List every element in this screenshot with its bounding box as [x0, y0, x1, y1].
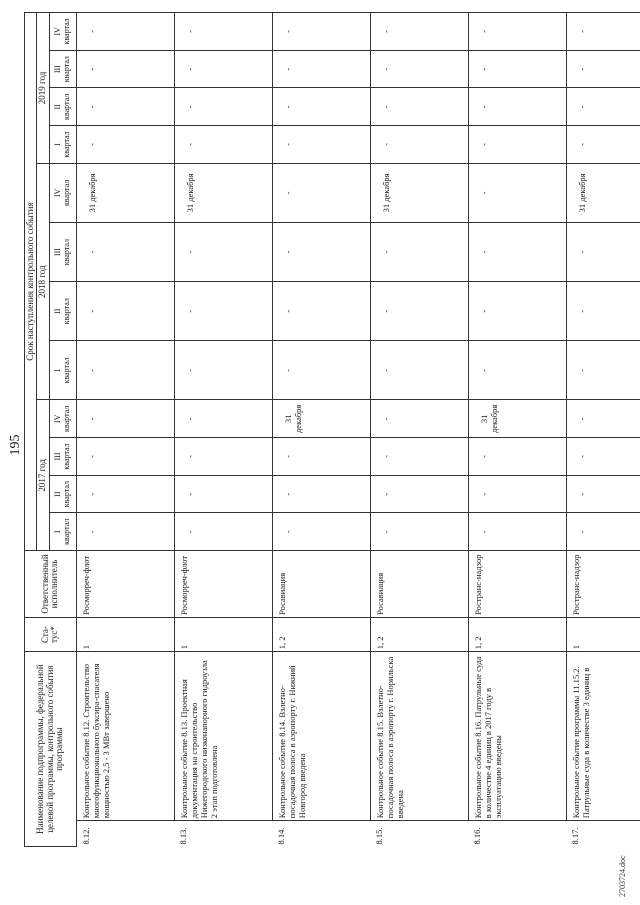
responsible-executor: Росморреч-флот: [76, 551, 174, 618]
quarter-roman: IV: [53, 188, 63, 198]
row-number: 8.14.: [272, 821, 370, 847]
quarter-deadline-cell: -: [174, 222, 272, 281]
quarter-deadline-cell: -: [468, 88, 566, 126]
responsible-executor: Ространс-надзор: [468, 551, 566, 618]
quarter-roman: I: [53, 369, 63, 372]
quarter-deadline-cell: -: [370, 341, 468, 400]
table-row: [272, 13, 370, 847]
quarter-deadline-cell: -: [174, 513, 272, 551]
quarter-deadline-cell: -: [468, 513, 566, 551]
header-row-1: [25, 13, 37, 847]
table-row: [468, 13, 566, 847]
quarter-deadline-cell: -: [566, 282, 640, 341]
quarter-deadline-cell: -: [76, 475, 174, 513]
header-quarter-11: [49, 50, 76, 88]
quarter-deadline-cell: -: [174, 13, 272, 51]
quarter-deadline-cell: -: [468, 341, 566, 400]
quarter-deadline-cell: 31 декабря: [370, 163, 468, 222]
quarter-deadline-cell: -: [468, 438, 566, 476]
quarter-deadline-cell: -: [370, 475, 468, 513]
event-name: Контрольное событие 8.15. Взлетно-посадочная полоса в аэропорту г. Норильска введена: [370, 652, 468, 821]
quarter-word: квартал: [61, 93, 71, 120]
quarter-word: квартал: [61, 131, 71, 158]
responsible-executor: Ространс-надзор: [566, 551, 640, 618]
quarter-deadline-cell: -: [566, 475, 640, 513]
quarter-roman: II: [53, 491, 63, 497]
quarter-deadline-cell: -: [272, 513, 370, 551]
event-name: Контрольное событие 8.12. Строительство многофункционального буксира-спасателя мощностью 2,5 - 3 МВт завершено: [76, 652, 174, 821]
quarter-deadline-cell: -: [76, 88, 174, 126]
quarter-deadline-cell: -: [174, 282, 272, 341]
event-name: Контрольное событие 8.16. Патрульные суда в количестве 4 единиц в 2017 году в эксплуатацию введены: [468, 652, 566, 821]
quarter-deadline-cell: -: [174, 126, 272, 164]
quarter-deadline-cell: 31 декабря: [468, 400, 566, 438]
header-quarter-12: [49, 13, 76, 51]
quarter-deadline-cell: -: [272, 13, 370, 51]
quarter-deadline-cell: -: [76, 341, 174, 400]
table-row: [174, 13, 272, 847]
table-row: [76, 13, 174, 847]
quarter-deadline-cell: -: [370, 222, 468, 281]
quarter-deadline-cell: -: [174, 88, 272, 126]
quarter-deadline-cell: -: [566, 13, 640, 51]
quarter-deadline-cell: -: [370, 126, 468, 164]
quarter-deadline-cell: -: [370, 400, 468, 438]
quarter-deadline-cell: -: [468, 475, 566, 513]
quarter-word: квартал: [61, 518, 71, 545]
quarter-deadline-cell: 31 декабря: [272, 400, 370, 438]
header-deadline: Срок наступления контрольного события: [25, 13, 37, 551]
table-body: [76, 13, 640, 847]
header-year-2017: 2017 год: [37, 400, 49, 551]
quarter-deadline-cell: -: [566, 88, 640, 126]
quarter-deadline-cell: -: [468, 222, 566, 281]
quarter-deadline-cell: -: [468, 282, 566, 341]
quarter-deadline-cell: -: [272, 163, 370, 222]
quarter-roman: IV: [53, 27, 63, 36]
quarter-deadline-cell: -: [272, 222, 370, 281]
quarter-deadline-cell: -: [272, 475, 370, 513]
quarter-deadline-cell: -: [76, 438, 174, 476]
quarter-deadline-cell: -: [468, 50, 566, 88]
quarter-deadline-cell: -: [370, 50, 468, 88]
quarter-deadline-cell: -: [370, 13, 468, 51]
header-quarter-6: [49, 282, 76, 341]
quarter-deadline-cell: -: [76, 50, 174, 88]
quarter-roman: III: [53, 248, 63, 257]
quarter-deadline-cell: -: [370, 513, 468, 551]
quarter-deadline-cell: -: [370, 88, 468, 126]
header-quarter-1: [49, 513, 76, 551]
header-quarter-5: [49, 341, 76, 400]
header-quarter-3: [49, 438, 76, 476]
quarter-deadline-cell: 31 декабря: [76, 163, 174, 222]
event-status: 1, 2: [272, 617, 370, 651]
quarter-deadline-cell: -: [566, 400, 640, 438]
row-number: 8.13.: [174, 821, 272, 847]
responsible-executor: Росавиация: [370, 551, 468, 618]
page-number: 195: [8, 434, 23, 456]
quarter-word: квартал: [61, 481, 71, 508]
quarter-deadline-cell: -: [468, 126, 566, 164]
quarter-word: квартал: [61, 179, 71, 207]
event-name: Контрольное событие 8.14. Взлетно-посадочная полоса в аэропорту г. Нижний Новгород введена: [272, 652, 370, 821]
quarter-roman: I: [53, 530, 63, 534]
quarter-roman: II: [53, 104, 63, 110]
quarter-deadline-cell: -: [76, 282, 174, 341]
quarter-roman: III: [53, 452, 63, 461]
header-name: Наименование подпрограммы, федеральной целевой программы, контрольного события программы: [25, 652, 77, 847]
quarter-word: квартал: [61, 238, 71, 266]
header-quarter-9: [49, 126, 76, 164]
quarter-deadline-cell: -: [174, 341, 272, 400]
quarter-deadline-cell: -: [76, 126, 174, 164]
event-status: 1, 2: [468, 617, 566, 651]
quarter-deadline-cell: -: [76, 513, 174, 551]
header-quarter-8: [49, 163, 76, 222]
quarter-deadline-cell: -: [272, 438, 370, 476]
quarter-deadline-cell: -: [174, 50, 272, 88]
quarter-deadline-cell: -: [370, 282, 468, 341]
event-name: Контрольное событие программы 11.15.2. Патрульные суда в количестве 3 единиц в: [566, 652, 640, 821]
quarter-deadline-cell: -: [174, 400, 272, 438]
event-status: 1: [76, 617, 174, 651]
quarter-word: квартал: [61, 56, 71, 83]
quarter-roman: II: [53, 308, 63, 314]
row-number: 8.17.: [566, 821, 640, 847]
quarter-deadline-cell: -: [76, 13, 174, 51]
event-status: 1: [566, 617, 640, 651]
header-responsible: Ответственный исполнитель: [25, 551, 77, 618]
quarter-deadline-cell: -: [566, 513, 640, 551]
header-quarter-10: [49, 88, 76, 126]
quarter-word: квартал: [61, 405, 71, 432]
event-status: 1, 2: [370, 617, 468, 651]
header-quarter-4: [49, 400, 76, 438]
quarter-deadline-cell: -: [174, 438, 272, 476]
quarter-deadline-cell: -: [566, 50, 640, 88]
quarter-deadline-cell: -: [468, 163, 566, 222]
table-row: [566, 13, 640, 847]
quarter-deadline-cell: -: [272, 88, 370, 126]
quarter-deadline-cell: 31 декабря: [566, 163, 640, 222]
quarter-word: квартал: [61, 443, 71, 470]
quarter-deadline-cell: -: [272, 126, 370, 164]
quarter-deadline-cell: -: [174, 475, 272, 513]
header-status: Ста-тус*: [25, 617, 77, 651]
quarter-deadline-cell: -: [370, 438, 468, 476]
quarter-deadline-cell: -: [566, 341, 640, 400]
quarter-roman: III: [53, 65, 63, 74]
quarter-deadline-cell: -: [468, 13, 566, 51]
quarter-roman: IV: [53, 414, 63, 424]
quarter-roman: I: [53, 143, 63, 146]
quarter-deadline-cell: -: [272, 341, 370, 400]
quarter-word: квартал: [61, 18, 71, 45]
doc-footer: 2703724.doc: [618, 855, 627, 897]
quarter-deadline-cell: -: [76, 400, 174, 438]
event-status: 1: [174, 617, 272, 651]
quarter-word: квартал: [61, 357, 71, 384]
quarter-deadline-cell: -: [272, 282, 370, 341]
control-events-table: [24, 12, 640, 847]
quarter-deadline-cell: -: [566, 126, 640, 164]
quarter-deadline-cell: -: [566, 222, 640, 281]
quarter-deadline-cell: -: [272, 50, 370, 88]
responsible-executor: Росморреч-флот: [174, 551, 272, 618]
quarter-deadline-cell: -: [76, 222, 174, 281]
table-row: [370, 13, 468, 847]
row-number: 8.12.: [76, 821, 174, 847]
header-year-2018: 2018 год: [37, 163, 49, 400]
header-year-2019: 2019 год: [37, 13, 49, 164]
header-quarter-7: [49, 222, 76, 281]
responsible-executor: Росавиация: [272, 551, 370, 618]
row-number: 8.15.: [370, 821, 468, 847]
quarter-deadline-cell: 31 декабря: [174, 163, 272, 222]
quarter-deadline-cell: -: [566, 438, 640, 476]
row-number: 8.16.: [468, 821, 566, 847]
event-name: Контрольное событие 8.13. Проектная документация на строительство Нижегородского низконапорного гидроузла 2 этап подготовлена: [174, 652, 272, 821]
header-quarter-2: [49, 475, 76, 513]
quarter-word: квартал: [61, 298, 71, 325]
